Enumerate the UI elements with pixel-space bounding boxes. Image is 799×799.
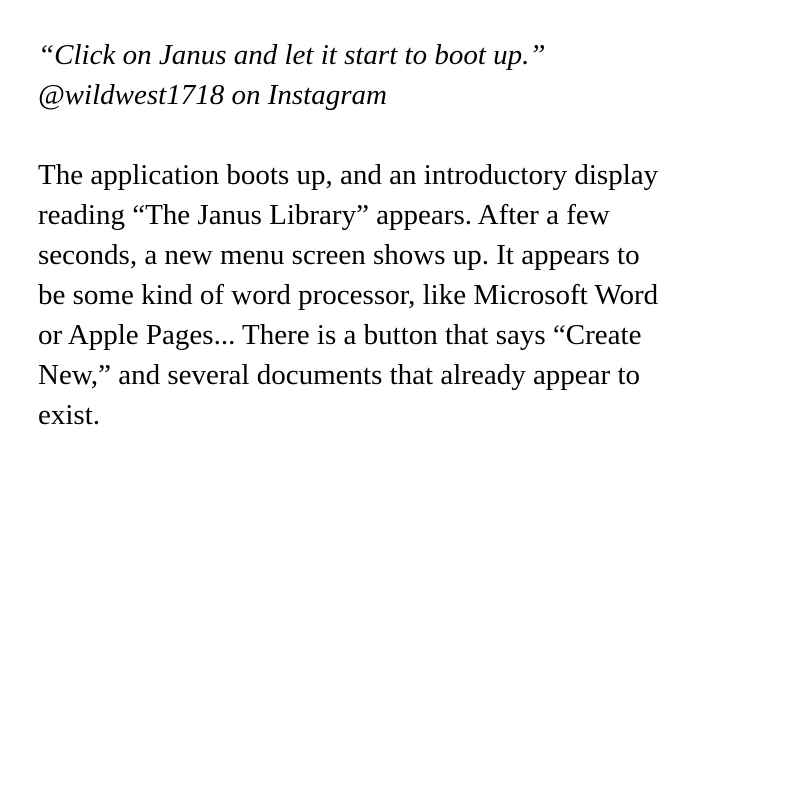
attribution: @wildwest1718 on Instagram: [38, 79, 387, 111]
body-block: [38, 155, 758, 435]
post-content: [38, 35, 758, 435]
quote-block: [38, 35, 758, 115]
body-text: The application boots up, and an introductory display reading “The Janus Library” appears. After a few seconds, a new menu screen shows up. It appears to be some kind of word processor, like Microsoft Word or Apple Pages... There is a button that says “Create New,” and several documents that already appear to exist.: [38, 159, 659, 431]
prompt-quote: “Click on Janus and let it start to boot up.”: [38, 39, 546, 71]
